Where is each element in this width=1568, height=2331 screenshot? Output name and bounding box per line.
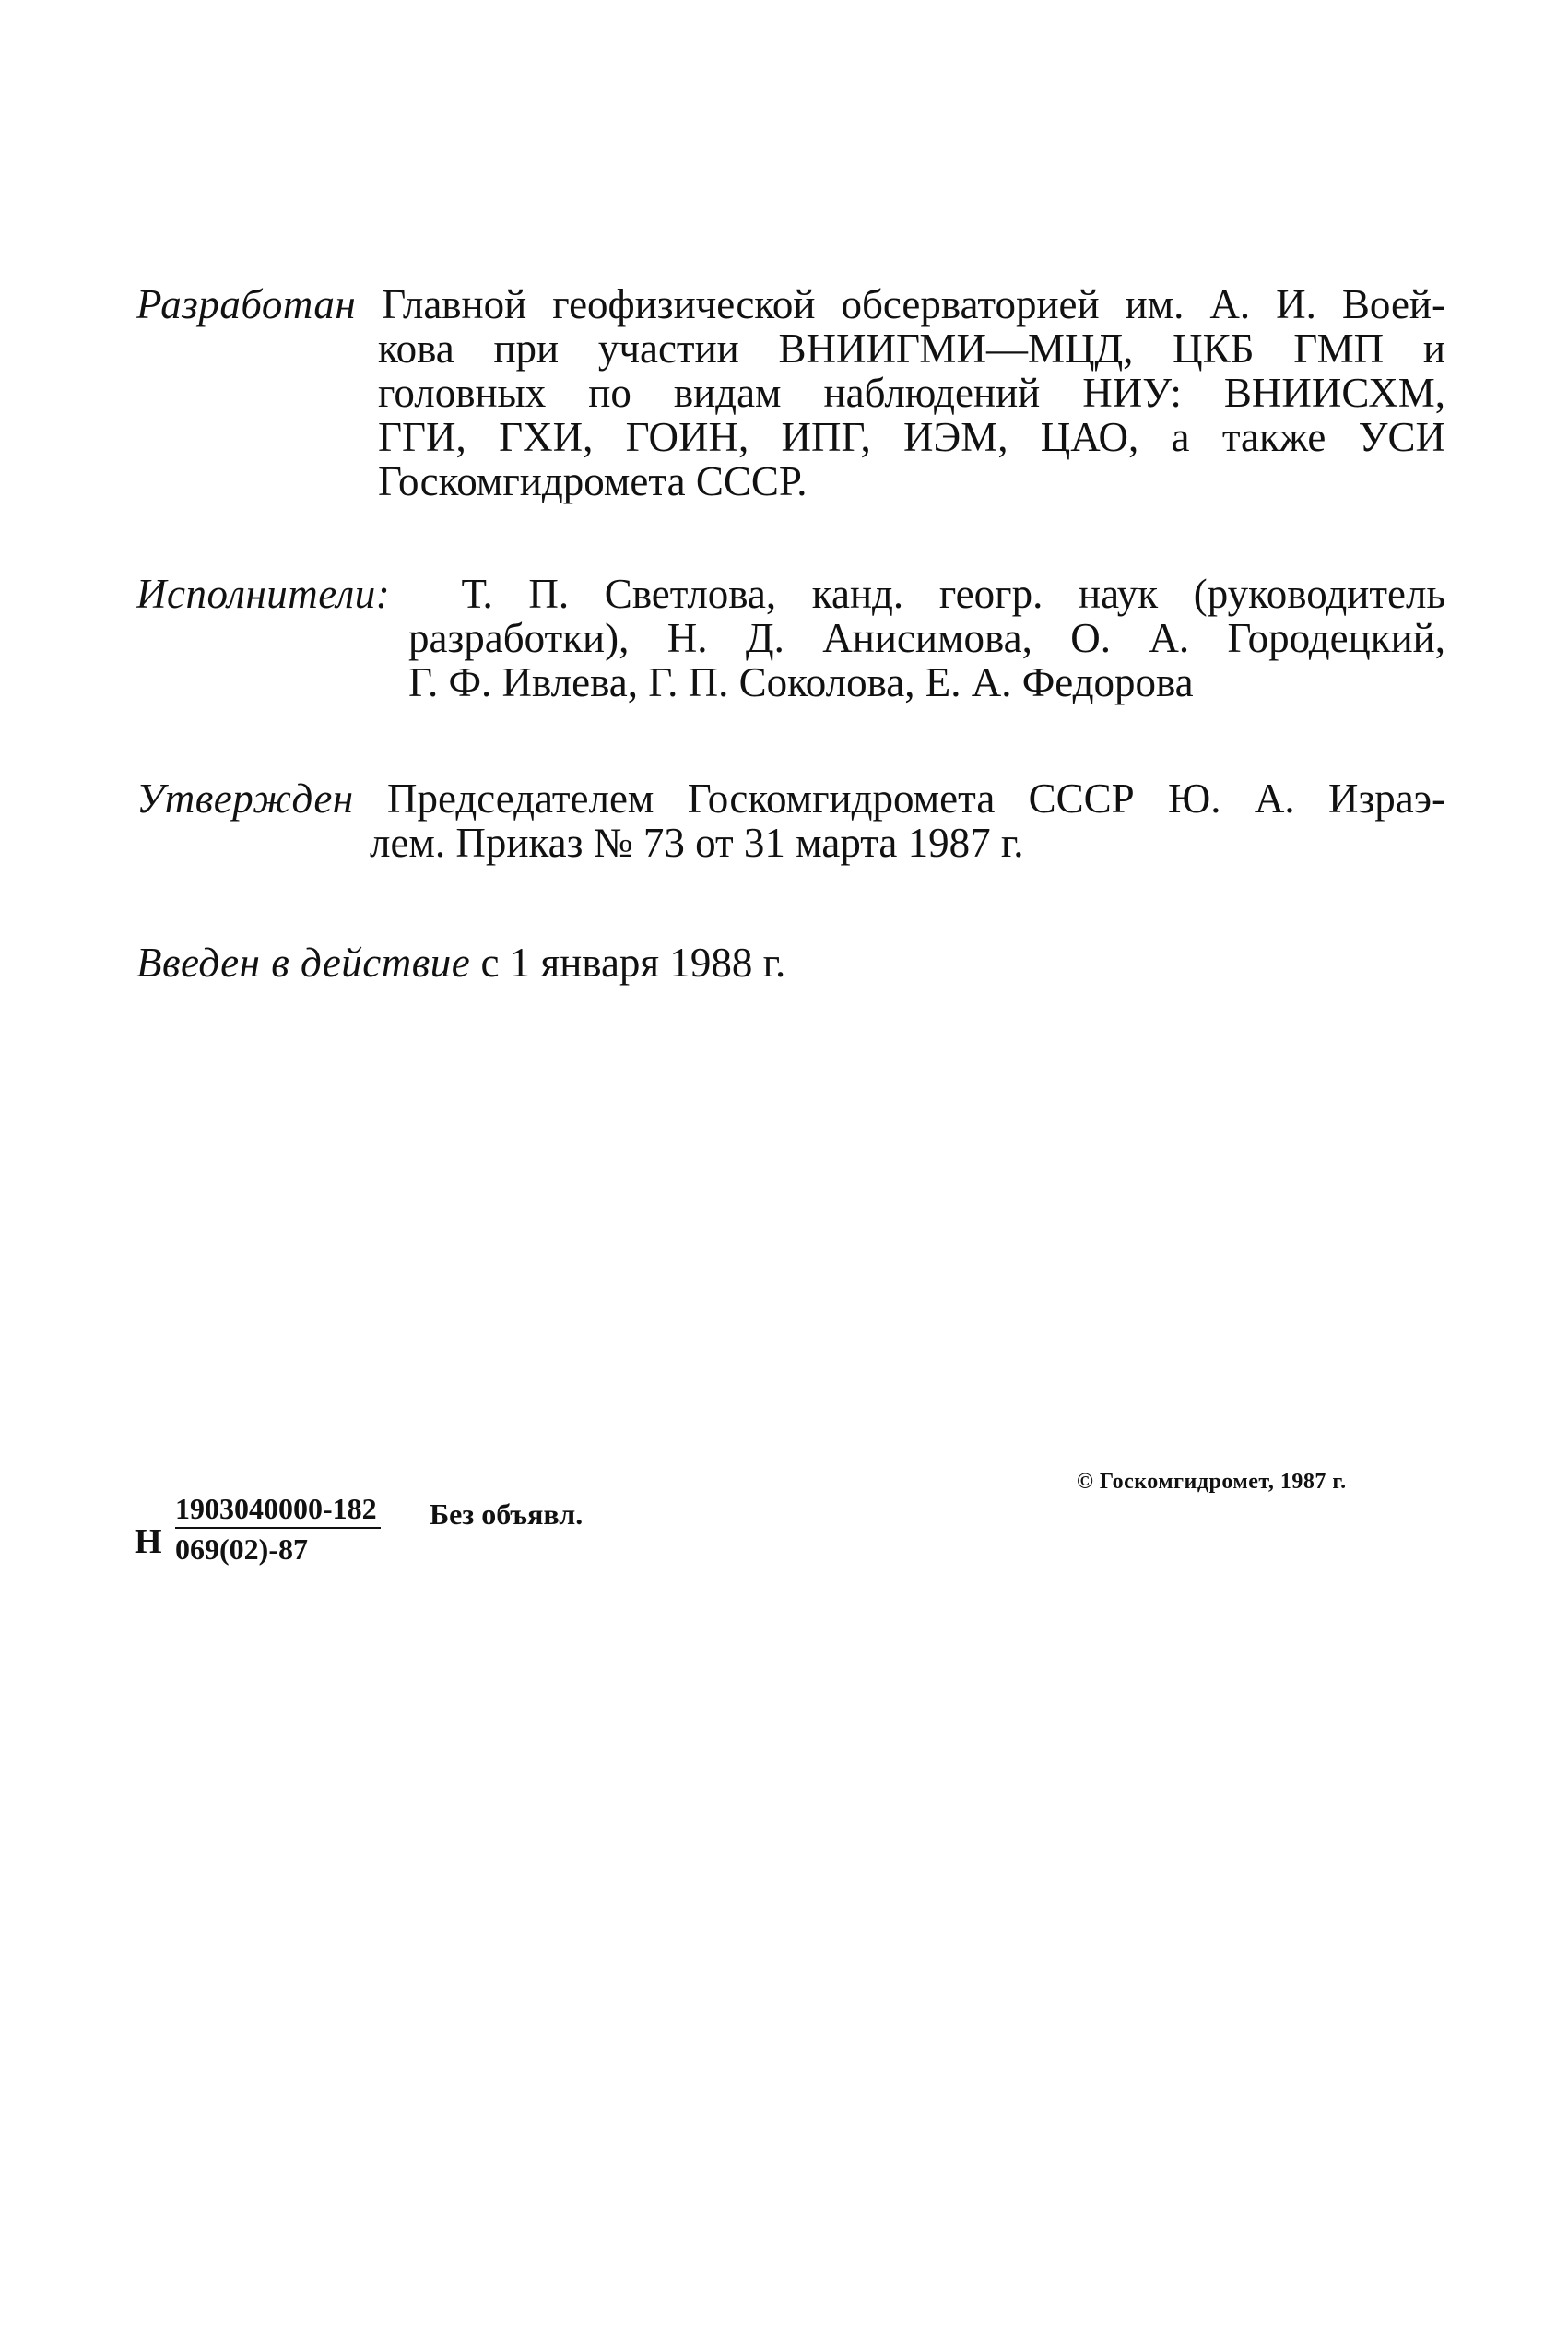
imprint-letter: Н [135, 1522, 162, 1561]
effective-section [136, 941, 1445, 985]
developed-line-1: Разработан Главной геофизической обсерваторией им. А. И. Воей- [136, 281, 1445, 327]
imprint-note: Без объявл. [430, 1497, 584, 1531]
developed-line-5: Госкомгидромета СССР. [378, 458, 808, 504]
performers-line-3: Г. Ф. Ивлева, Г. П. Соколова, Е. А. Федорова [408, 659, 1194, 705]
developed-line-2: кова при участии ВНИИГМИ—МЦД, ЦКБ ГМП и [378, 325, 1445, 372]
imprint-numerator: 1903040000-182 [175, 1490, 381, 1529]
effective-term: Введен в действие [136, 940, 471, 986]
developed-section [136, 282, 1445, 503]
effective-line: Введен в действие с 1 января 1988 г. [136, 940, 786, 986]
approved-section [136, 776, 1445, 865]
performers-line-1: Исполнители: Т. П. Светлова, канд. геогр. наук (руководитель [136, 571, 1445, 617]
developed-term: Разработан [136, 281, 357, 327]
approved-line-2: лем. Приказ № 73 от 31 марта 1987 г. [370, 820, 1024, 866]
imprint-denominator: 069(02)-87 [175, 1532, 308, 1566]
performers-section [136, 572, 1445, 704]
copyright: © Госкомгидромет, 1987 г. [1077, 1470, 1347, 1494]
performers-line-2: разработки), Н. Д. Анисимова, О. А. Городецкий, [408, 615, 1445, 661]
imprint-fraction [175, 1490, 381, 1568]
developed-line-3: головных по видам наблюдений НИУ: ВНИИСХМ, [378, 370, 1445, 416]
approved-term: Утвержден [136, 775, 354, 822]
developed-line-4: ГГИ, ГХИ, ГОИН, ИПГ, ИЭМ, ЦАО, а также УСИ [378, 414, 1445, 460]
performers-term: Исполнители: [136, 571, 391, 617]
approved-line-1: Утвержден Председателем Госкомгидромета СССР Ю. А. Израэ- [136, 775, 1446, 822]
